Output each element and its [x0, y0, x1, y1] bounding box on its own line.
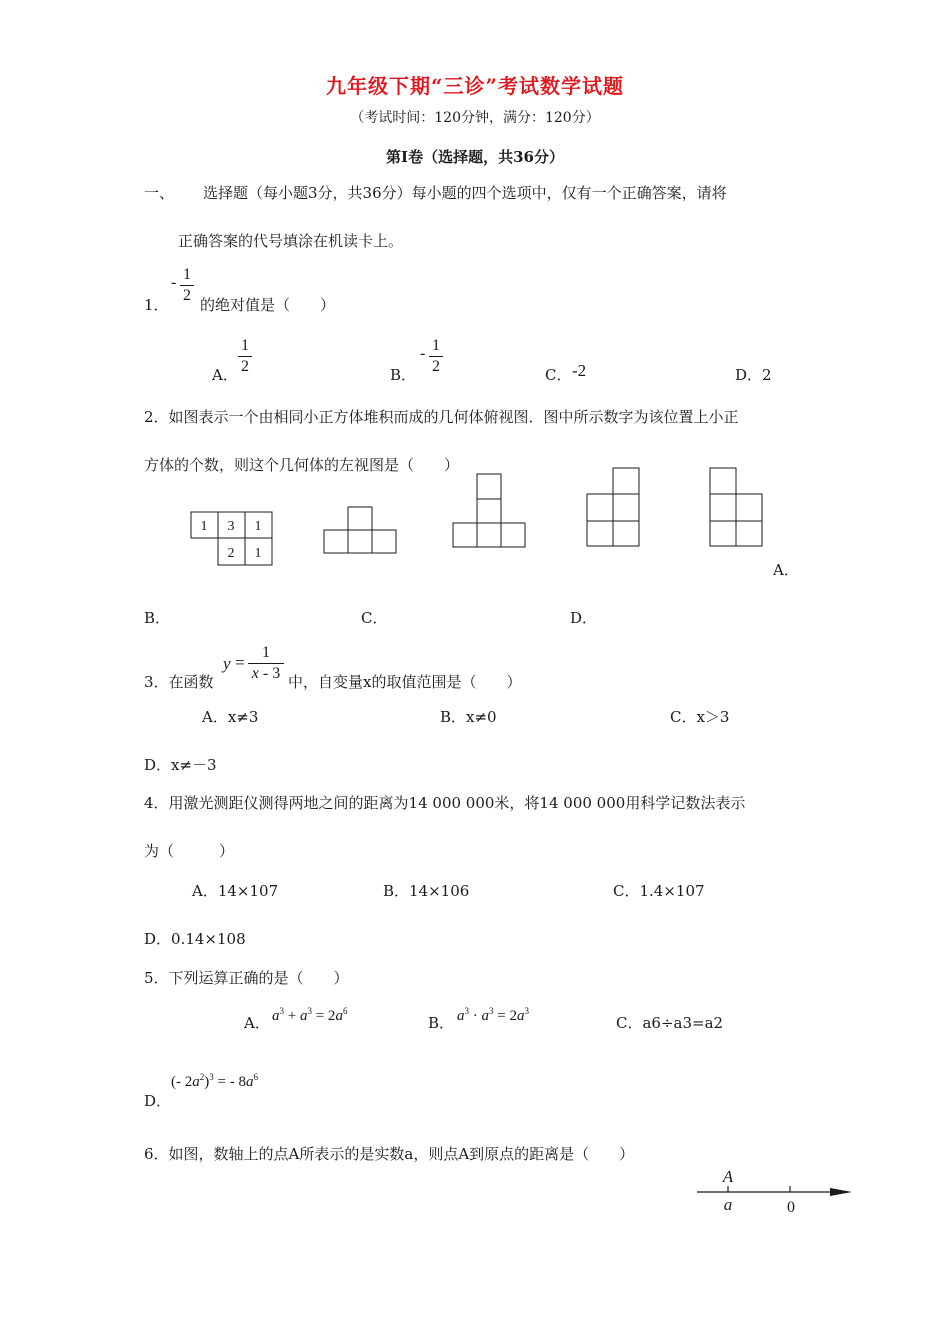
q1-frac-den: 2 — [183, 287, 191, 304]
q1-option-c-label: C． — [545, 366, 572, 384]
exp: 3 — [279, 1006, 284, 1016]
var-a: a — [335, 1008, 343, 1024]
var-a: a — [192, 1074, 200, 1090]
op: = - 8 — [213, 1074, 246, 1090]
exp: 6 — [342, 1006, 348, 1016]
exp: 2 — [199, 1072, 205, 1082]
q2-option-b-label: B． — [144, 609, 171, 627]
q1-text: 的绝对值是（ ） — [200, 296, 336, 314]
q3-option-d: D．x≠－3 — [144, 756, 217, 774]
op: = 2 — [311, 1008, 336, 1024]
q4-option-b: B．14×106 — [383, 882, 470, 900]
q6-point-label: A — [722, 1167, 734, 1186]
q1-option-c-value: -2 — [572, 361, 587, 380]
exp: 3 — [489, 1006, 494, 1016]
exam-info: （考试时间：120分钟，满分：120分） — [350, 110, 600, 126]
q1-a-den: 2 — [241, 358, 249, 375]
q1-number: 1． — [144, 296, 169, 314]
grid-value-top-2: 3 — [227, 519, 235, 534]
q2-line1: 2．如图表示一个由相同小正方体堆积而成的几何体俯视图．图中所示数字为该位置上小正 — [144, 408, 739, 426]
q1-option-a-label: A． — [212, 366, 238, 384]
q3-option-b: B．x≠0 — [440, 708, 497, 726]
instructions-number: 一、 — [144, 184, 175, 202]
exp: 3 — [464, 1006, 469, 1016]
q3-equals: = — [235, 653, 245, 672]
q2-option-a-label: A． — [773, 561, 799, 579]
q3-text: 中，自变量x的取值范围是（ ） — [288, 673, 522, 691]
q1-option-b-sign: - — [420, 345, 426, 362]
q1-option-b-label: B． — [390, 366, 417, 384]
q5-stem: 5．下列运算正确的是（ ） — [144, 969, 349, 987]
section-title: 第Ⅰ卷（选择题，共36分） — [386, 148, 564, 166]
op: + — [284, 1008, 300, 1024]
q1-b-den: 2 — [432, 358, 440, 375]
q3-number: 3．在函数 — [144, 673, 214, 691]
exp: 3 — [524, 1006, 529, 1016]
q3-frac-num: 1 — [262, 644, 270, 661]
q3-frac-den-rest: - 3 — [258, 665, 281, 682]
q5-option-b-label: B． — [428, 1014, 455, 1032]
q2-view-figure-4 — [710, 468, 762, 546]
op: (- 2 — [171, 1074, 193, 1090]
var-a: a — [481, 1008, 489, 1024]
q5-option-b-expr — [457, 1006, 529, 1025]
q2-view-figure-3 — [587, 468, 639, 546]
instructions-line1: 选择题（每小题3分，共36分）每小题的四个选项中，仅有一个正确答案，请将 — [203, 184, 727, 202]
q6-origin-label: 0 — [787, 1199, 795, 1216]
q2-view-figure-2 — [453, 474, 525, 547]
q5-option-c: C．a6÷a3=a2 — [616, 1014, 724, 1032]
q1-option-d: D．2 — [735, 366, 772, 384]
q3-fraction — [248, 644, 284, 683]
q3-y: y — [223, 654, 231, 673]
var-a: a — [245, 1074, 254, 1090]
q5-option-a-expr — [272, 1006, 347, 1025]
q4-option-c: C．1.4×107 — [613, 882, 705, 900]
exp: 3 — [307, 1006, 312, 1016]
q6-stem: 6．如图，数轴上的点A所表示的是实数a，则点A到原点的距离是（ ） — [144, 1145, 635, 1163]
q5-option-d-label: D． — [144, 1092, 172, 1110]
q5-option-d-expr — [171, 1072, 258, 1091]
q6-number-line — [697, 1186, 836, 1192]
q1-b-num: 1 — [432, 337, 440, 354]
instructions-line2: 正确答案的代号填涂在机读卡上。 — [178, 232, 404, 250]
var-a: a — [272, 1008, 280, 1024]
q1-frac-num: 1 — [183, 266, 191, 283]
q2-view-figure-1 — [324, 507, 396, 553]
op: ) — [204, 1074, 210, 1090]
q4-line1: 4．用激光测距仪测得两地之间的距离为14 000 000米，将14 000 000用科学记数法表示 — [144, 794, 746, 812]
page-title: 九年级下期“三诊”考试数学试题 — [325, 74, 624, 98]
q4-option-a: A．14×107 — [192, 882, 279, 900]
grid-value-top-3: 1 — [254, 519, 262, 534]
q2-option-d-label: D． — [570, 609, 598, 627]
q2-option-c-label: C． — [361, 609, 388, 627]
var-a: a — [457, 1008, 465, 1024]
q2-line2: 方体的个数，则这个几何体的左视图是（ ） — [144, 456, 460, 474]
op: · — [469, 1008, 482, 1024]
op: = 2 — [493, 1008, 517, 1024]
exp: 6 — [253, 1072, 258, 1082]
grid-value-bottom-2: 1 — [254, 546, 262, 561]
q6-point-value: a — [723, 1195, 733, 1214]
q3-option-a: A．x≠3 — [202, 708, 259, 726]
q3-option-c: C．x＞3 — [670, 708, 730, 726]
q3-frac-bar — [248, 663, 284, 664]
q4-line2: 为（ ） — [144, 842, 235, 860]
exp: 3 — [209, 1072, 214, 1082]
q1-frac-sign: - — [171, 274, 177, 291]
grid-value-bottom-1: 2 — [227, 546, 235, 561]
var-a: a — [516, 1008, 525, 1024]
axis-arrow — [830, 1188, 852, 1196]
q3-frac-den — [248, 665, 284, 683]
grid-value-top-1: 1 — [200, 519, 208, 534]
var-a: a — [299, 1008, 308, 1024]
q1-a-num: 1 — [241, 337, 249, 354]
q4-option-d: D．0.14×108 — [144, 930, 246, 948]
q3-frac-den-x: x — [251, 665, 259, 682]
q5-option-a-label: A． — [244, 1014, 270, 1032]
